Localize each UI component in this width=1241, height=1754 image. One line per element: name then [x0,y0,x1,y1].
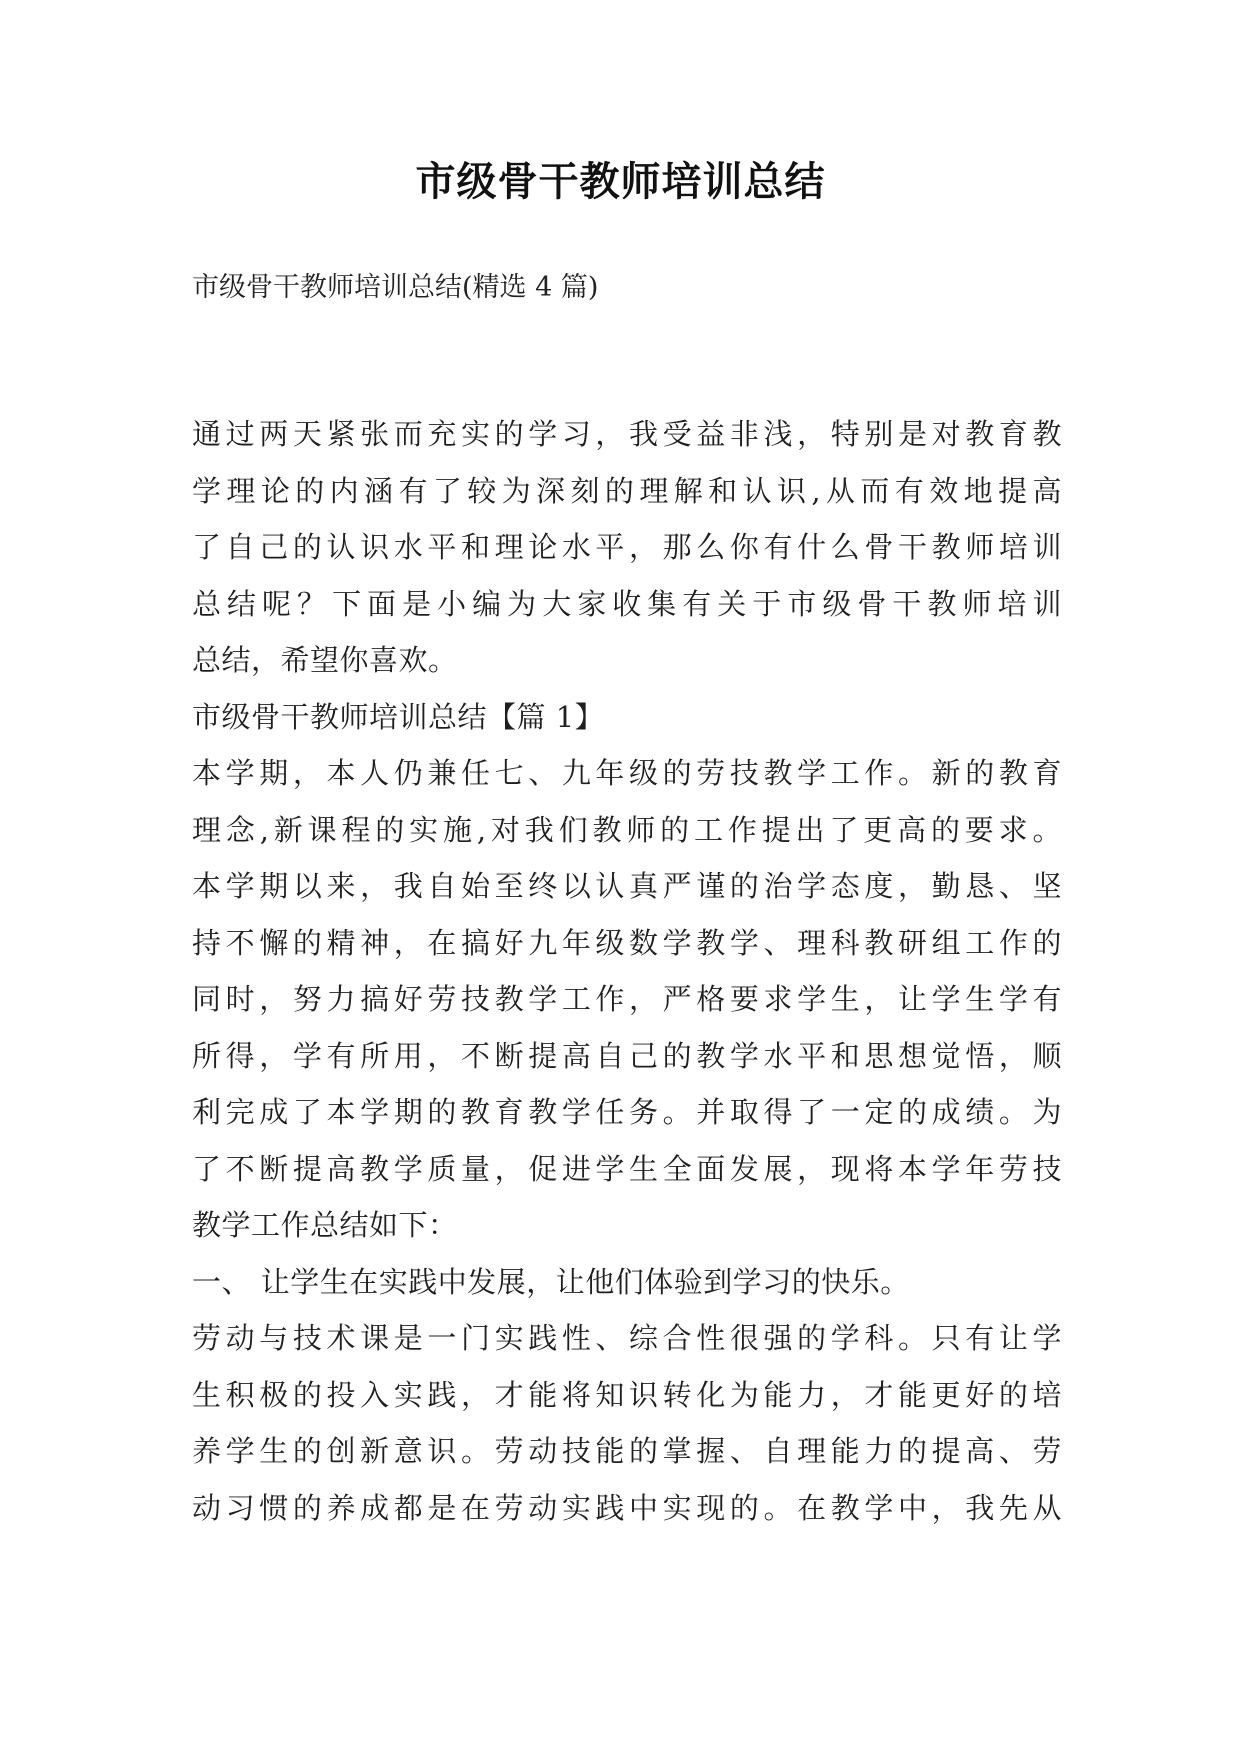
text-line: 通过两天紧张而充实的学习，我受益非浅，特别是对教育教 [192,417,1062,451]
document-title: 市级骨干教师培训总结 [415,159,826,205]
text-line: 理念,新课程的实施,对我们教师的工作提出了更高的要求。 [192,812,1062,847]
text-line: 了不断提高教学质量，促进学生全面发展，现将本学年劳技 [192,1151,1062,1186]
text-line: 生积极的投入实践，才能将知识转化为能力，才能更好的培 [192,1377,1062,1412]
numbered-heading: 一、 让学生在实践中发展，让他们体验到学习的快乐。 [192,1264,910,1299]
text-line: 动习惯的养成都是在劳动实践中实现的。在教学中，我先从 [192,1490,1062,1525]
document-body [192,406,1062,1536]
text-line: 本学期，本人仍兼任七、九年级的劳技教学工作。新的教育 [192,756,1062,790]
text-line: 总结，希望你喜欢。 [192,643,458,677]
text-line: 本学期以来，我自始至终以认真严谨的治学态度，勤恳、坚 [192,869,1062,903]
text-line: 学理论的内涵有了较为深刻的理解和认识,从而有效地提高 [192,473,1062,508]
text-line: 劳动与技术课是一门实践性、综合性很强的学科。只有让学 [192,1321,1062,1355]
text-line: 教学工作总结如下： [192,1208,458,1242]
text-line: 所得，学有所用，不断提高自己的教学水平和思想觉悟，顺 [192,1038,1062,1073]
section-heading: 市级骨干教师培训总结【篇 1】 [192,699,605,734]
text-line: 持不懈的精神，在搞好九年级数学教学、理科教研组工作的 [192,925,1062,960]
text-line: 总结呢？下面是小编为大家收集有关于市级骨干教师培训 [192,586,1062,621]
text-line: 了自己的认识水平和理论水平，那么你有什么骨干教师培训 [192,530,1062,564]
document-subtitle: 市级骨干教师培训总结(精选 4 篇) [192,272,599,303]
text-line: 同时，努力搞好劳技教学工作，严格要求学生，让学生学有 [192,982,1062,1016]
text-line: 利完成了本学期的教育教学任务。并取得了一定的成绩。为 [192,1095,1062,1129]
text-line: 养学生的创新意识。劳动技能的掌握、自理能力的提高、劳 [192,1434,1062,1468]
